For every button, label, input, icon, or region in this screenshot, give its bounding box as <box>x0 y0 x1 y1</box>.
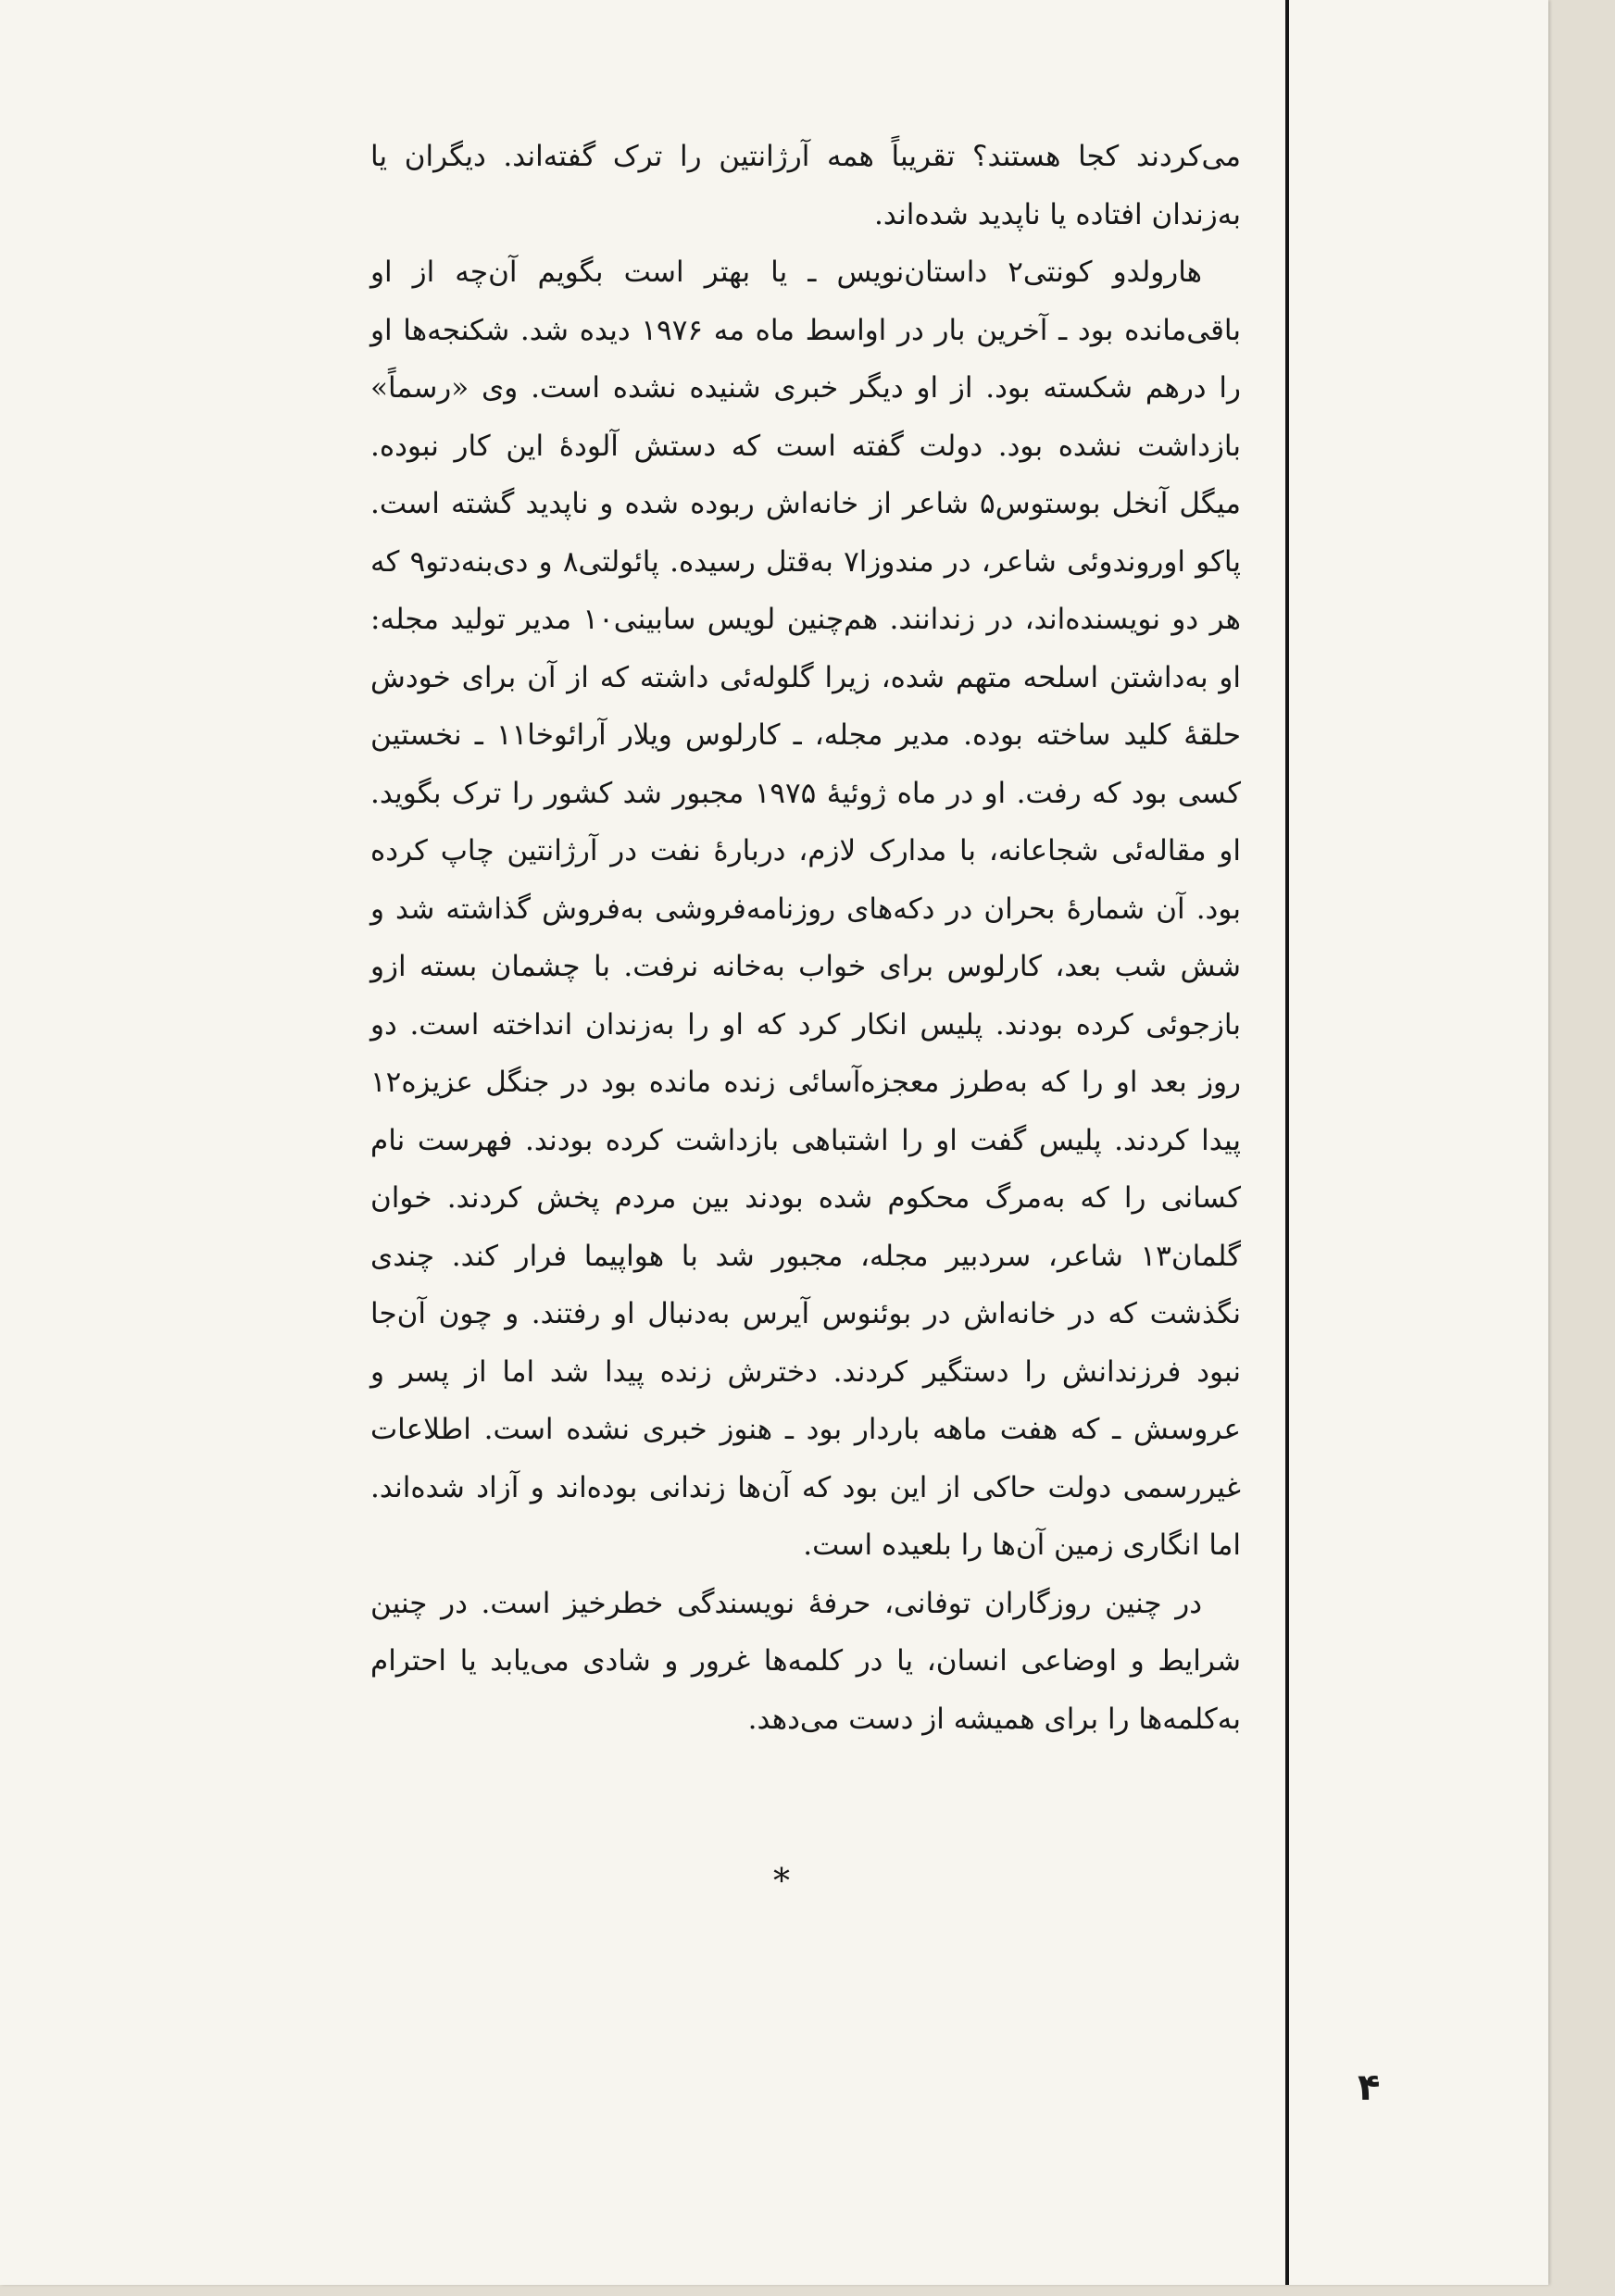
page-number: ۴ <box>1358 2066 1381 2109</box>
paragraph-1: می‌کردند کجا هستند؟ تقریباً همه آرژانتین را ترک گفته‌اند. دیگران یا به‌زندان افتاده یا ناپدید شده‌اند. <box>370 140 1241 231</box>
vertical-margin-rule <box>1285 0 1289 2285</box>
paragraph-3: در چنین روزگاران توفانی، حرفهٔ نویسندگی خطرخیز است. در چنین شرایط و اوضاعی انسان، یا در کلمه‌ها غرور و شادی می‌یابد یا احترام به‌کلمه‌ها را برای همیشه از دست می‌دهد. <box>370 1586 1241 1736</box>
section-separator: * <box>773 1863 790 1901</box>
paragraph-2: هارولدو کونتی۲ داستان‌نویس ـ یا بهتر است بگویم آن‌چه از او باقی‌مانده بود ـ آخرین بار در اواسط ماه مه ۱۹۷۶ دیده شد. شکنجه‌ها او را درهم شکسته بود. از او دیگر خبری شنیده نشده است. وی «رسماً» بازداشت نشده بود. دولت گفته است که دستش آلودهٔ این کار نبوده. میگل آنخل بوستوس۵ شاعر از خانه‌اش ربوده شده و ناپدید گشته است. پاکو اوروندوئی شاعر، در مندوزا۷ به‌قتل رسیده. پائولتی۸ و دی‌بنه‌دتو۹ که هر دو نویسنده‌اند، در زندانند. هم‌چنین لویس سابینی۱۰ مدیر تولید مجله: او به‌داشتن اسلحه متهم شده، زیرا گلوله‌ئی داشته که از آن برای خودش حلقهٔ کلید ساخته بوده. مدیر مجله، ـ کارلوس ویلار آرائوخا۱۱ ـ نخستین کسی بود که رفت. او در ماه ژوئیهٔ ۱۹۷۵ مجبور شد کشور را ترک بگوید. او مقاله‌ئی شجاعانه، با مدارک لازم، دربارهٔ نفت در آرژانتین چاپ کرده بود. آن شمارهٔ بحران در دکه‌های روزنامه‌فروشی به‌فروش گذاشته شد و شش شب بعد، کارلوس برای خواب به‌خانه نرفت. با چشمان بسته ازو بازجوئی کرده بودند. پلیس انکار کرد که او را به‌زندان انداخته است. دو روز بعد او را که به‌طرز معجزه‌آسائی زنده مانده بود در جنگل عزیزه۱۲ پیدا کردند. پلیس گفت او را اشتباهی بازداشت کرده بودند. فهرست نام کسانی را که به‌مرگ محکوم شده بودند بین مردم پخش کردند. خوان گلمان۱۳ شاعر، سردبیر مجله، مجبور شد با هواپیما فرار کند. چندی نگذشت که در خانه‌اش در بوئنوس آیرس به‌دنبال او رفتند. و چون آن‌جا نبود فرزندانش را دستگیر کردند. دخترش زنده پیدا شد اما از پسر و عروسش ـ که هفت ماهه باردار بود ـ هنوز خبری نشده است. اطلاعات غیررسمی دولت حاکی از این بود که آن‌ها زندانی بوده‌اند و آزاد شده‌اند. اما انگاری زمین آن‌ها را بلعیده است. <box>370 256 1242 1562</box>
body-text <box>370 128 1241 1748</box>
